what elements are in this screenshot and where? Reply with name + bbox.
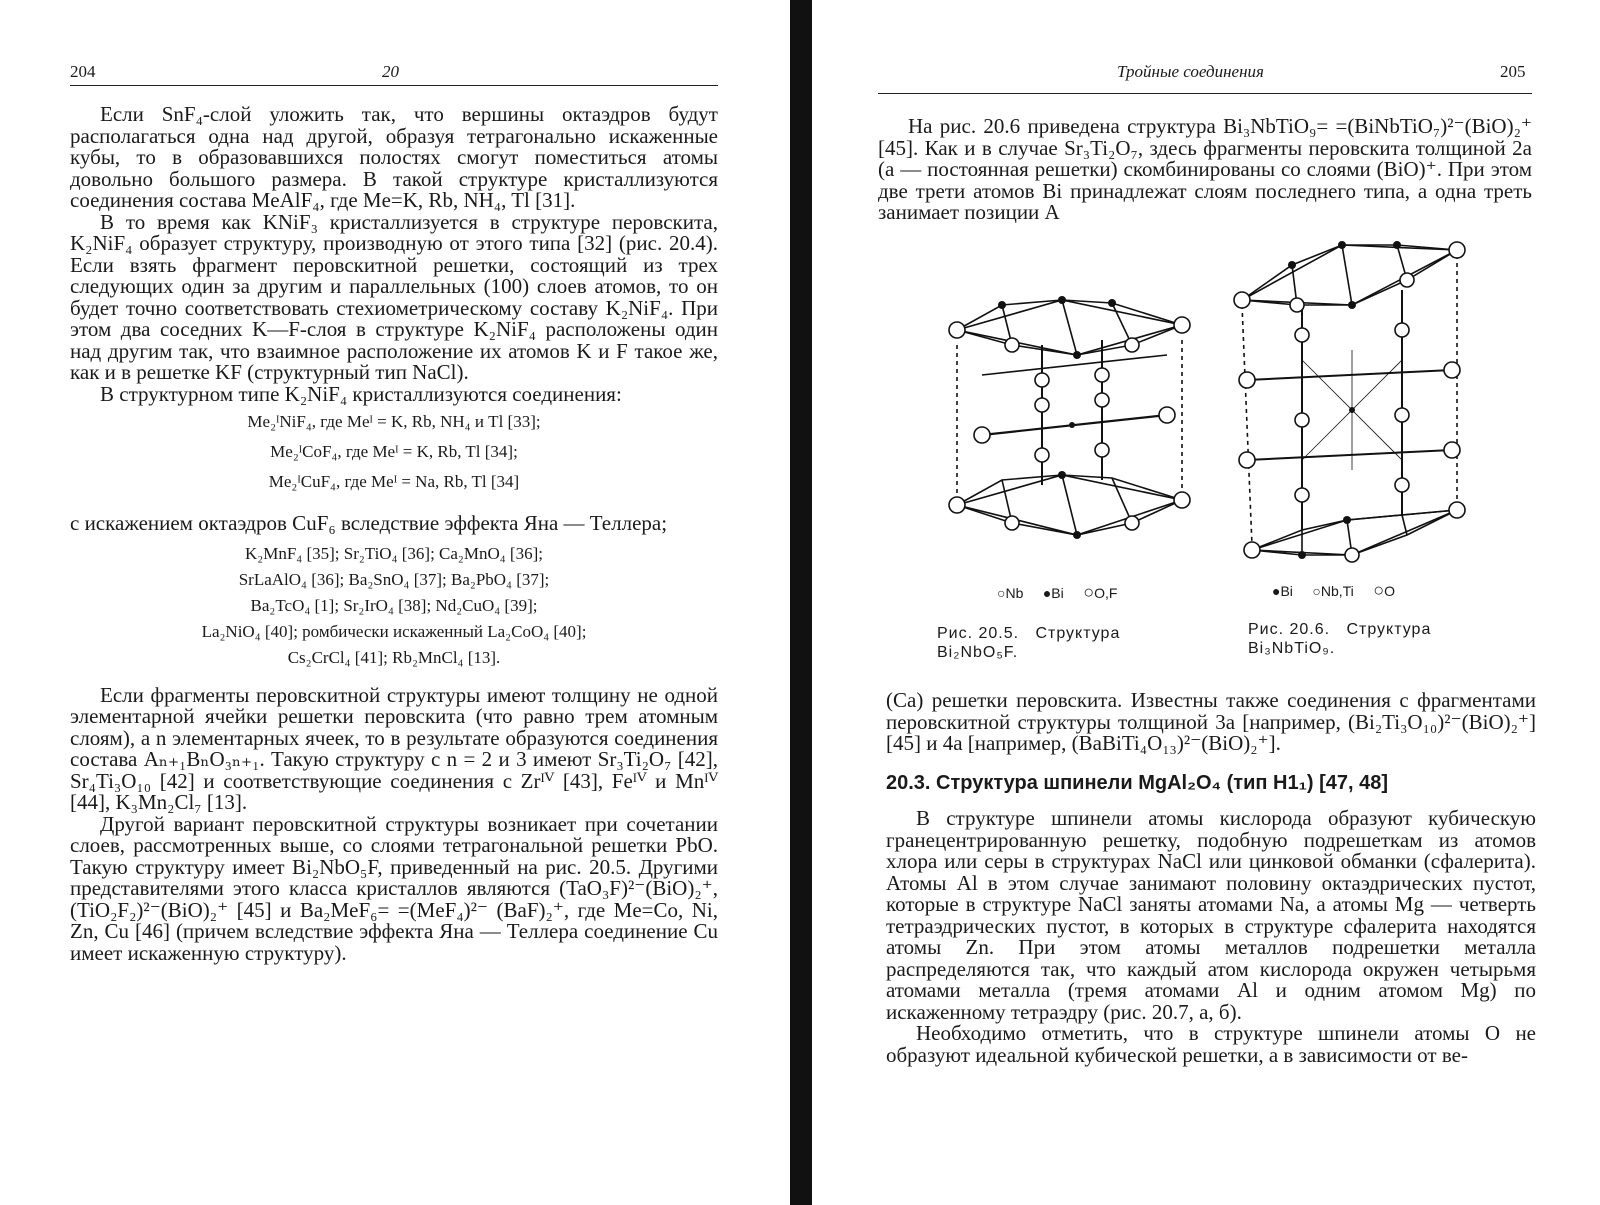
- right-page: [812, 0, 1600, 1205]
- book-gutter: [790, 0, 812, 1205]
- paragraph: Если фрагменты перовскитной структуры имеют толщину не одной элементарной ячейки решетки перовскита (что равно трем атомным слоям), а n элементарных ячеек, то в результате образуются соединения состава Aₙ₊₁BₙO₃ₙ₊₁. Такую структуру с n = 2 и 3 имеют Sr₃Ti₂O₇ [42], Sr₄Ti₃O₁₀ [42] и соответствующие соединения с Zrᴵⱽ [43], Feᴵⱽ и Mnᴵⱽ [44], K₃Mn₂Cl₇ [13].: [70, 682, 718, 814]
- paragraph: В структуре шпинели атомы кислорода образуют кубическую гранецентрированную решетку, подобную подрешеткам из атомов хлора или серы в структурах NaCl или цинковой обманки (сфалерита). Атомы Al в этом случае занимают половину октаэдрических пустот, которые в структуре NaCl заняты атомами Na, а атомы Mg — четверть тетраэдрических пустот, в которых в структуре сфалерита находятся атомы Zn. При этом атомы металлов подрешетки металла распределяются так, что каждый атом кислорода окружен четырьмя атомами металла (тремя атомами Al и одним атомом Mg) по искаженному тетраэдру (рис. 20.7, a, б).: [886, 806, 1536, 1024]
- paragraph: Если SnF₄-слой уложить так, что вершины октаэдров будут располагаться одна над другой, образуя тетрагонально искаженные кубы, то в образовавшихся полостях смогут поместиться атомы довольно большого размера. В такой структуре кристаллизуются соединения состава MeAlF₄, где Me=K, Rb, NH₄, Tl [31].: [70, 102, 718, 212]
- compound-list: [70, 541, 718, 671]
- caption-fig-20-6: Рис. 20.6. Структура Bi₃NbTiO₉.: [1248, 621, 1432, 657]
- compound-line: La₂NiO₄ [40]; ромбически искаженный La₂CoO₄ [40];: [201, 621, 587, 641]
- paragraph: На рис. 20.6 приведена структура Bi₃NbTiO₉= =(BiNbTiO₇)²⁻(BiO)₂⁺ [45]. Как и в случае Sr₃Ti₂O₇, здесь фрагменты перовскита толщиной 2a (a — постоянная решетки) скомбинированы со слоями (BiO)⁺. При этом две трети атомов Bi принадлежат слоям последнего типа, а одна треть занимает позиции A: [878, 114, 1532, 224]
- right-text-top: [878, 116, 1532, 224]
- header-rule: [878, 93, 1532, 94]
- caption-fig-20-5: Рис. 20.5. Структура Bi₂NbO₅F.: [937, 625, 1121, 661]
- section-title: 20.3. Структура шпинели MgAl₂O₄ (тип H1₁) [47, 48]: [886, 771, 1388, 794]
- left-text-block: [70, 104, 718, 964]
- paragraph: Другой вариант перовскитной структуры возникает при сочетании слоев, рассмотренных выше, со слоями тетрагональной решетки PbO. Такую структуру имеет Bi₂NbO₅F, приведенный на рис. 20.5. Другими представителями этого класса кристаллов являются (TaO₃F)²⁻(BiO)₂⁺, (TiO₂F₂)²⁻(BiO)₂⁺ [45] и Ba₂MeF₆= =(MeF₄)²⁻ (BaF)₂⁺, где Me=Co, Ni, Zn, Cu [46] (причем вследствие эффекта Яна — Теллера соединение Cu имеет искаженную структуру).: [70, 811, 718, 965]
- running-head: Тройные соединения: [1117, 62, 1264, 81]
- structure-figure-20-5: [942, 285, 1202, 565]
- paragraph: В то время как KNiF₃ кристаллизуется в структуре перовскита, K₂NiF₄ образует структуру, производную от этого типа [32] (рис. 20.4). Если взять фрагмент перовскитной решетки, состоящий из трех следующих один за другим и параллельных (100) слоев атомов, то он будет точно соответствовать стехиометрическому составу K₂NiF₄. При этом два соседних K—F-слоя в структуре K₂NiF₄ расположены один над другим так, что взаимное расположение их атомов K и F такое же, как и в решетке KF (структурный тип NaCl).: [70, 209, 718, 384]
- open-circle-icon: ○: [997, 585, 1006, 601]
- page-number-right: 205: [1500, 62, 1526, 81]
- structure-figure-20-6: [1232, 230, 1472, 570]
- header-rule: [70, 85, 718, 86]
- paragraph: В структурном типе K₂NiF₄ кристаллизуются соединения:: [100, 381, 622, 406]
- header-mark: 20: [382, 62, 399, 81]
- filled-circle-icon: ●: [1042, 585, 1052, 601]
- large-circle-icon: ○: [1083, 582, 1095, 602]
- legend-fig-20-5: ○Nb ●Bi ○O,F: [997, 582, 1118, 602]
- page-number-left: 204: [70, 62, 96, 81]
- formula-line: Me₂ᴵCoF₄, где Meᴵ = K, Rb, Tl [34];: [270, 442, 518, 461]
- open-circle-icon: ○: [1312, 583, 1321, 599]
- large-circle-icon: ○: [1373, 580, 1385, 600]
- right-text-bottom: [886, 690, 1536, 1066]
- compound-line: SrLaAlO₄ [36]; Ba₂SnO₄ [37]; Ba₂PbO₄ [37];: [238, 569, 550, 589]
- compound-line: K₂MnF₄ [35]; Sr₂TiO₄ [36]; Ca₂MnO₄ [36];: [245, 543, 543, 563]
- compound-line: Ba₂TcO₄ [1]; Sr₂IrO₄ [38]; Nd₂CuO₄ [39];: [250, 595, 538, 615]
- formula-line: Me₂ᴵCuF₄, где Meᴵ = Na, Rb, Tl [34]: [268, 472, 520, 491]
- filled-circle-icon: ●: [1272, 583, 1281, 599]
- paragraph: Необходимо отметить, что в структуре шпинели атомы O не образуют идеальной кубической решетки, а в зависимости от ве-: [886, 1021, 1536, 1067]
- paragraph: (Ca) решетки перовскита. Известны также соединения с фрагментами перовскитной структуры толщиной 3a [например, (Bi₂Ti₃O₁₀)²⁻(BiO)₂⁺] [45] и 4a [например, (BaBiTi₄O₁₃)²⁻(BiO)₂⁺].: [886, 688, 1536, 755]
- formula-line: Me₂ᴵNiF₄, где Meᴵ = K, Rb, NH₄ и Tl [33];: [247, 412, 541, 431]
- paragraph: с искажением октаэдров CuF₆ вследствие эффекта Яна — Теллера;: [70, 511, 668, 535]
- octahedra-layer-top: [1242, 245, 1457, 305]
- legend-fig-20-6: ●Bi ○Nb,Ti ○O: [1272, 580, 1395, 600]
- left-page: [0, 0, 790, 1205]
- compound-line: Cs₂CrCl₄ [41]; Rb₂MnCl₄ [13].: [287, 647, 501, 667]
